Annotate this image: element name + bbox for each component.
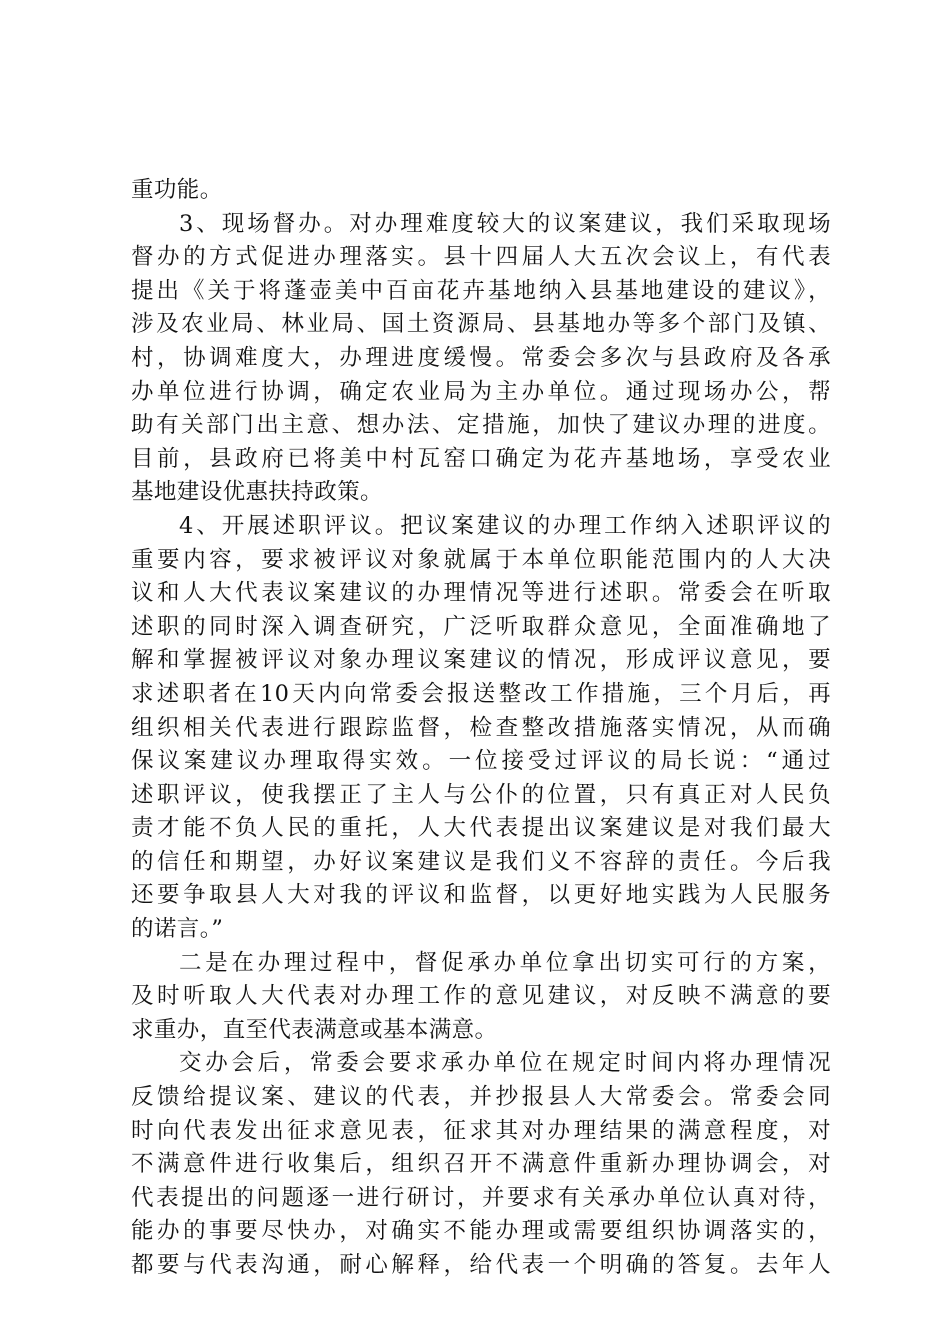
paragraph-line: 督办的方式促进办理落实。县十四届人大五次会议上，有代表 <box>131 244 831 271</box>
paragraph-line: 办单位进行协调，确定农业局为主办单位。通过现场办公，帮 <box>131 378 831 405</box>
paragraph-line: 求述职者在10天内向常委会报送整改工作措施，三个月后，再 <box>131 680 831 707</box>
paragraph-line: 基地建设优惠扶持政策。 <box>131 479 383 506</box>
paragraph-line: 提出《关于将蓬壶美中百亩花卉基地纳入县基地建设的建议》， <box>131 277 831 304</box>
paragraph-line: 的诺言。” <box>131 916 224 943</box>
paragraph-line: 目前，县政府已将美中村瓦窑口确定为花卉基地场，享受农业 <box>131 445 831 472</box>
paragraph-line: 不满意件进行收集后，组织召开不满意件重新办理协调会，对 <box>131 1151 831 1178</box>
paragraph-line: 反馈给提议案、建议的代表，并抄报县人大常委会。常委会同 <box>131 1084 831 1111</box>
paragraph-line: 能办的事要尽快办，对确实不能办理或需要组织协调落实的， <box>131 1218 831 1245</box>
paragraph-line: 涉及农业局、林业局、国土资源局、县基地办等多个部门及镇、 <box>131 311 831 338</box>
paragraph-line: 都要与代表沟通，耐心解释，给代表一个明确的答复。去年人 <box>131 1252 831 1278</box>
paragraph-line: 述职的同时深入调查研究，广泛听取群众意见，全面准确地了 <box>131 613 831 640</box>
paragraph-line: 重功能。 <box>131 177 223 203</box>
paragraph-line: 保议案建议办理取得实效。一位接受过评议的局长说：“通过 <box>131 748 831 775</box>
paragraph-line: 助有关部门出主意、想办法、定措施，加快了建议办理的进度。 <box>131 412 831 439</box>
paragraph-first-line: 3、现场督办。对办理难度较大的议案建议，我们采取现场 <box>179 210 831 237</box>
document-body-text <box>131 174 831 1283</box>
paragraph-first-line: 二是在办理过程中，督促承办单位拿出切实可行的方案， <box>179 949 831 976</box>
paragraph-first-line: 4、开展述职评议。把议案建议的办理工作纳入述职评议的 <box>179 512 831 539</box>
paragraph-line: 述职评议，使我摆正了主人与公仆的位置，只有真正对人民负 <box>131 781 831 808</box>
paragraph-line: 时向代表发出征求意见表，征求其对办理结果的满意程度，对 <box>131 1117 831 1144</box>
paragraph-line: 解和掌握被评议对象办理议案建议的情况，形成评议意见，要 <box>131 647 831 674</box>
paragraph-line: 求重办，直至代表满意或基本满意。 <box>131 1016 498 1043</box>
paragraph-line: 议和人大代表议案建议的办理情况等进行述职。常委会在听取 <box>131 580 831 607</box>
paragraph-line: 责才能不负人民的重托，人大代表提出议案建议是对我们最大 <box>131 815 831 842</box>
paragraph-line: 代表提出的问题逐一进行研讨，并要求有关承办单位认真对待， <box>131 1184 831 1211</box>
paragraph-line: 村，协调难度大，办理进度缓慢。常委会多次与县政府及各承 <box>131 344 831 371</box>
paragraph-line: 的信任和期望，办好议案建议是我们义不容辞的责任。今后我 <box>131 848 831 875</box>
paragraph-first-line: 交办会后，常委会要求承办单位在规定时间内将办理情况 <box>179 1050 831 1077</box>
paragraph-line: 组织相关代表进行跟踪监督，检查整改措施落实情况，从而确 <box>131 714 831 741</box>
paragraph-line: 还要争取县人大对我的评议和监督，以更好地实践为人民服务 <box>131 882 831 909</box>
paragraph-line: 及时听取人大代表对办理工作的意见建议，对反映不满意的要 <box>131 983 831 1010</box>
paragraph-line: 重要内容，要求被评议对象就属于本单位职能范围内的人大决 <box>131 546 831 573</box>
